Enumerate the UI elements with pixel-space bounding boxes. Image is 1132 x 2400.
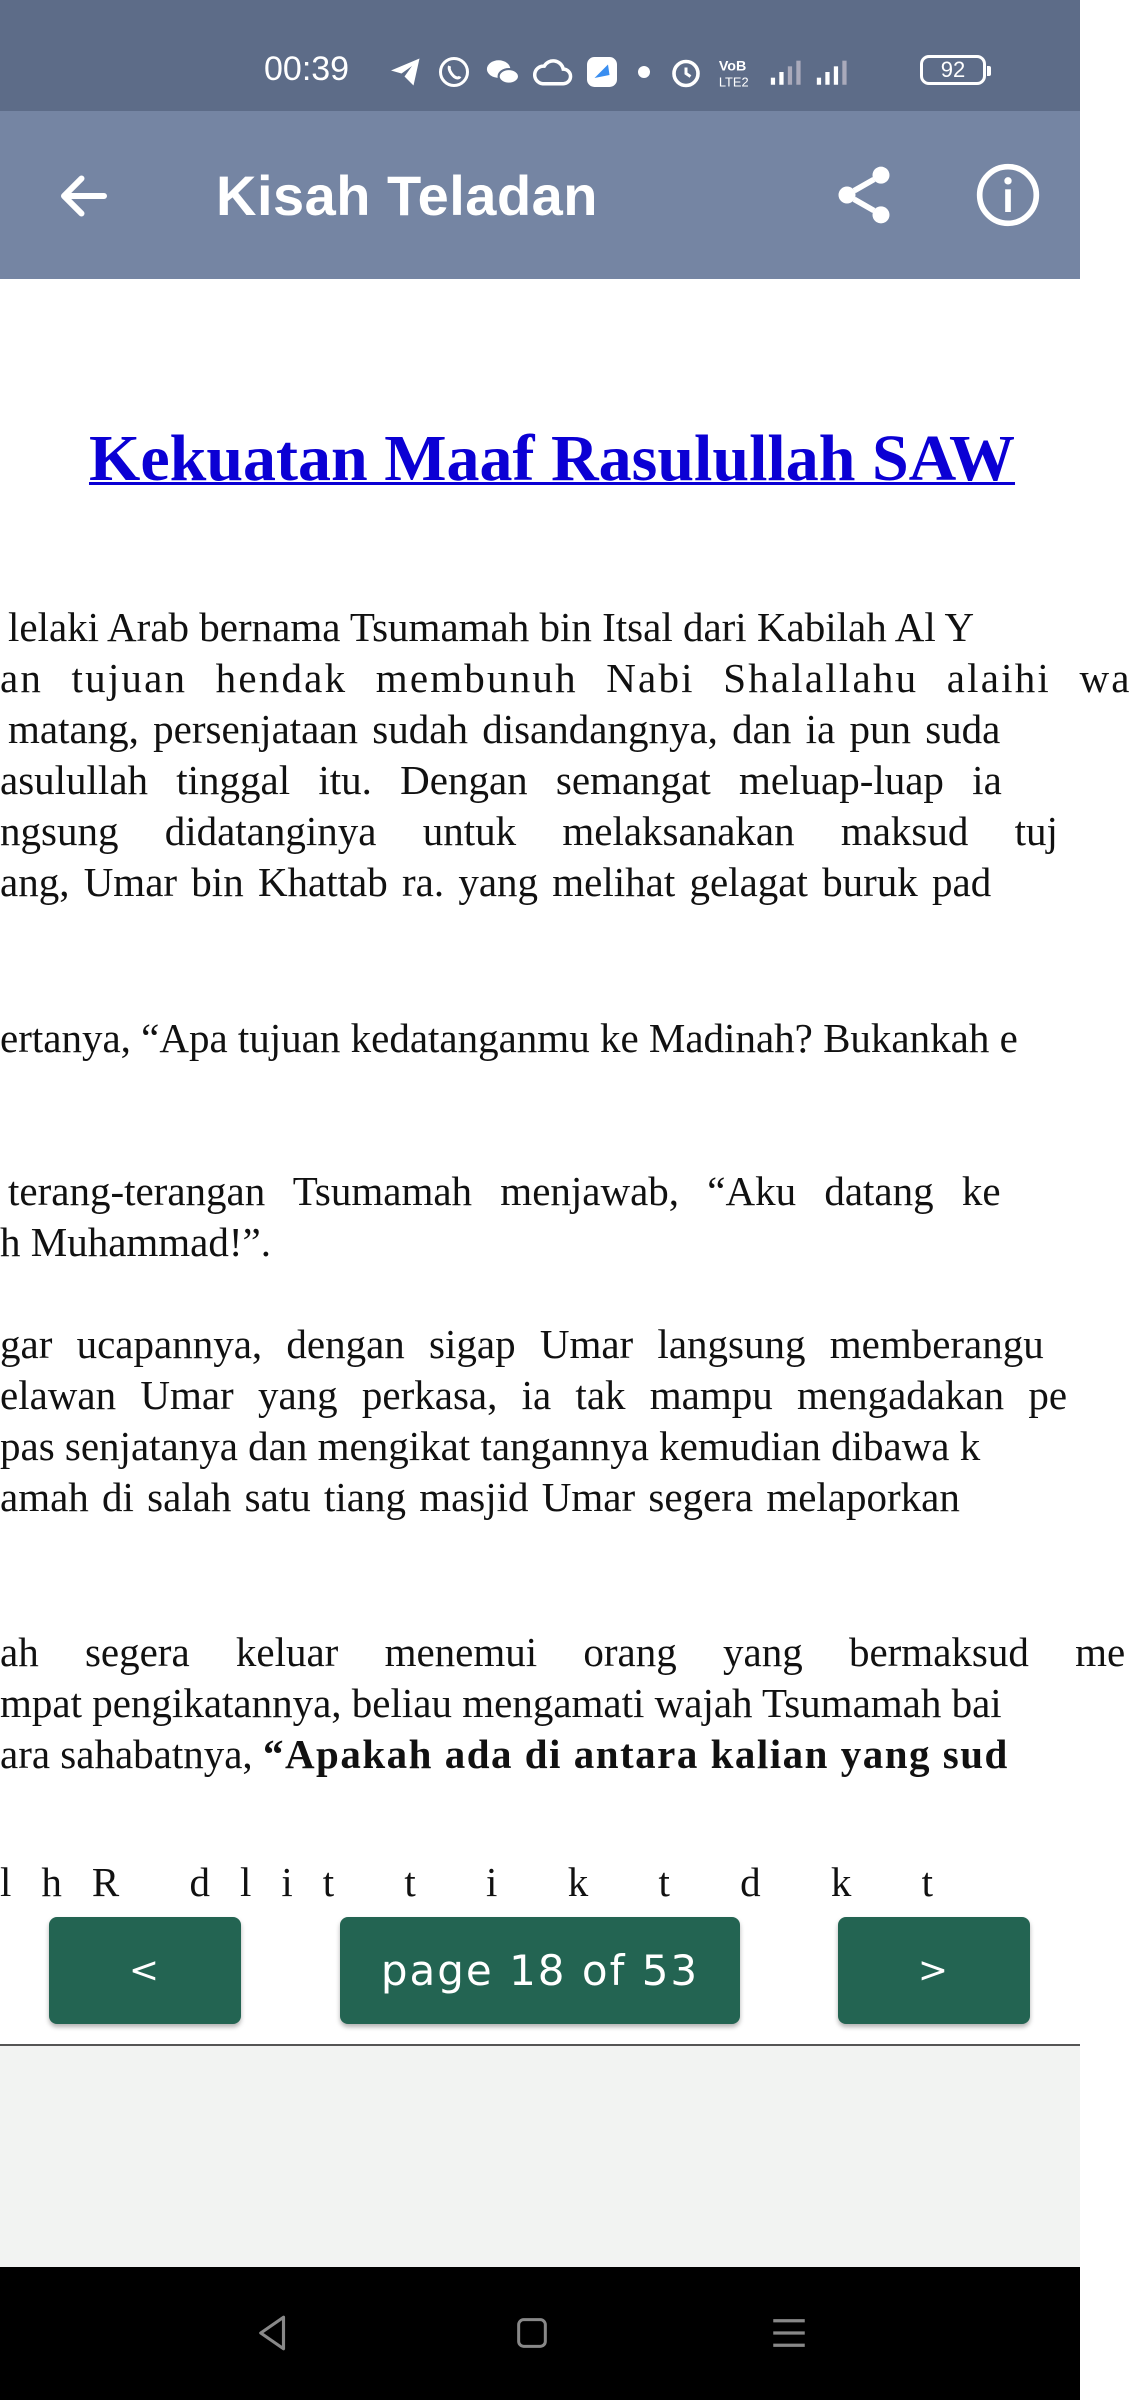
footer-area [0, 2046, 1080, 2267]
paragraph-line: ertanya, “Apa tujuan kedatanganmu ke Madinah? Bukankah e [0, 1015, 1018, 1061]
bold-quote: “Apakah ada di antara kalian yang sud [262, 1731, 1009, 1777]
volte-icon [716, 54, 756, 90]
paragraph-line: matang, persenjataan sudah disandangnya, dan ia pun suda [8, 706, 1001, 752]
app-title: Kisah Teladan [216, 164, 599, 227]
app-bar [0, 111, 1080, 279]
menu-lines-icon[interactable] [768, 2311, 810, 2355]
paragraph [0, 1165, 1080, 1269]
paragraph-line: amah di salah satu tiang masjid Umar segera melaporkan [0, 1474, 960, 1520]
signal-icon [814, 54, 848, 90]
paragraph [0, 1012, 1080, 1066]
paragraph-line: pas senjatanya dan mengikat tangannya kemudian dibawa k [0, 1423, 981, 1469]
page-indicator-button[interactable]: page 18 of 53 [340, 1917, 740, 2024]
app-icon [584, 54, 620, 90]
paragraph-line: gar ucapannya, dengan sigap Umar langsung memberangu [0, 1321, 1044, 1367]
paragraph-line: ang, Umar bin Khattab ra. yang melihat gelagat buruk pad [0, 859, 992, 905]
paragraph-line: mpat pengikatannya, beliau mengamati wajah Tsumamah bai [0, 1680, 1002, 1726]
telegram-icon [388, 54, 424, 90]
back-triangle-icon[interactable] [252, 2311, 294, 2355]
status-time: 00:39 [264, 50, 350, 88]
paragraph-line: ah segera keluar menemui orang yang bermaksud me [0, 1629, 1126, 1675]
paragraph-line: elawan Umar yang perkasa, ia tak mampu mengadakan pe [0, 1372, 1068, 1418]
svg-text:VoB: VoB [718, 58, 747, 75]
paragraph-text: ara sahabatnya, [0, 1731, 253, 1777]
status-bar [0, 0, 1080, 111]
paragraph-line: ngsung didatanginya untuk melaksanakan maksud tuj [0, 808, 1058, 854]
wechat-icon [484, 54, 522, 90]
cloud-icon [534, 54, 572, 90]
pager [0, 1917, 1080, 2044]
whatsapp-icon [436, 54, 472, 90]
system-navigation-bar [0, 2267, 1080, 2400]
home-square-icon[interactable] [512, 2311, 552, 2355]
paragraph-line: terang-terangan Tsumamah menjawab, “Aku datang ke [8, 1168, 1001, 1214]
article-title[interactable]: Kekuatan Maaf Rasulullah SAW [88, 422, 1016, 495]
paragraph-line [0, 1728, 1009, 1780]
paragraph [0, 1626, 1126, 1782]
dot-icon [632, 54, 656, 90]
signal-icon [768, 54, 802, 90]
back-arrow-icon[interactable] [54, 166, 114, 231]
paragraph-line: asulullah tinggal itu. Dengan semangat meluap-luap ia [0, 757, 1002, 803]
svg-text:LTE2: LTE2 [718, 74, 749, 90]
paragraph [0, 1318, 1080, 1528]
paragraph [0, 601, 1132, 913]
paragraph-line: h Muhammad!”. [0, 1219, 271, 1265]
prev-page-button[interactable]: < [49, 1917, 241, 2024]
share-icon[interactable] [830, 161, 898, 234]
paragraph-line: lelaki Arab bernama Tsumamah bin Itsal dari Kabilah Al Y [8, 604, 975, 650]
next-page-button[interactable]: > [838, 1917, 1030, 2024]
paragraph-line: an tujuan hendak membunuh Nabi Shalallahu alaihi wa [0, 655, 1132, 701]
battery-indicator: 92 [920, 55, 986, 85]
article-content[interactable] [0, 279, 1132, 2044]
status-icons [388, 50, 848, 94]
alarm-icon [668, 54, 704, 90]
info-icon[interactable] [974, 161, 1042, 234]
clipped-line-decoration: lhR dlit t i k t d k t [0, 1859, 963, 1905]
